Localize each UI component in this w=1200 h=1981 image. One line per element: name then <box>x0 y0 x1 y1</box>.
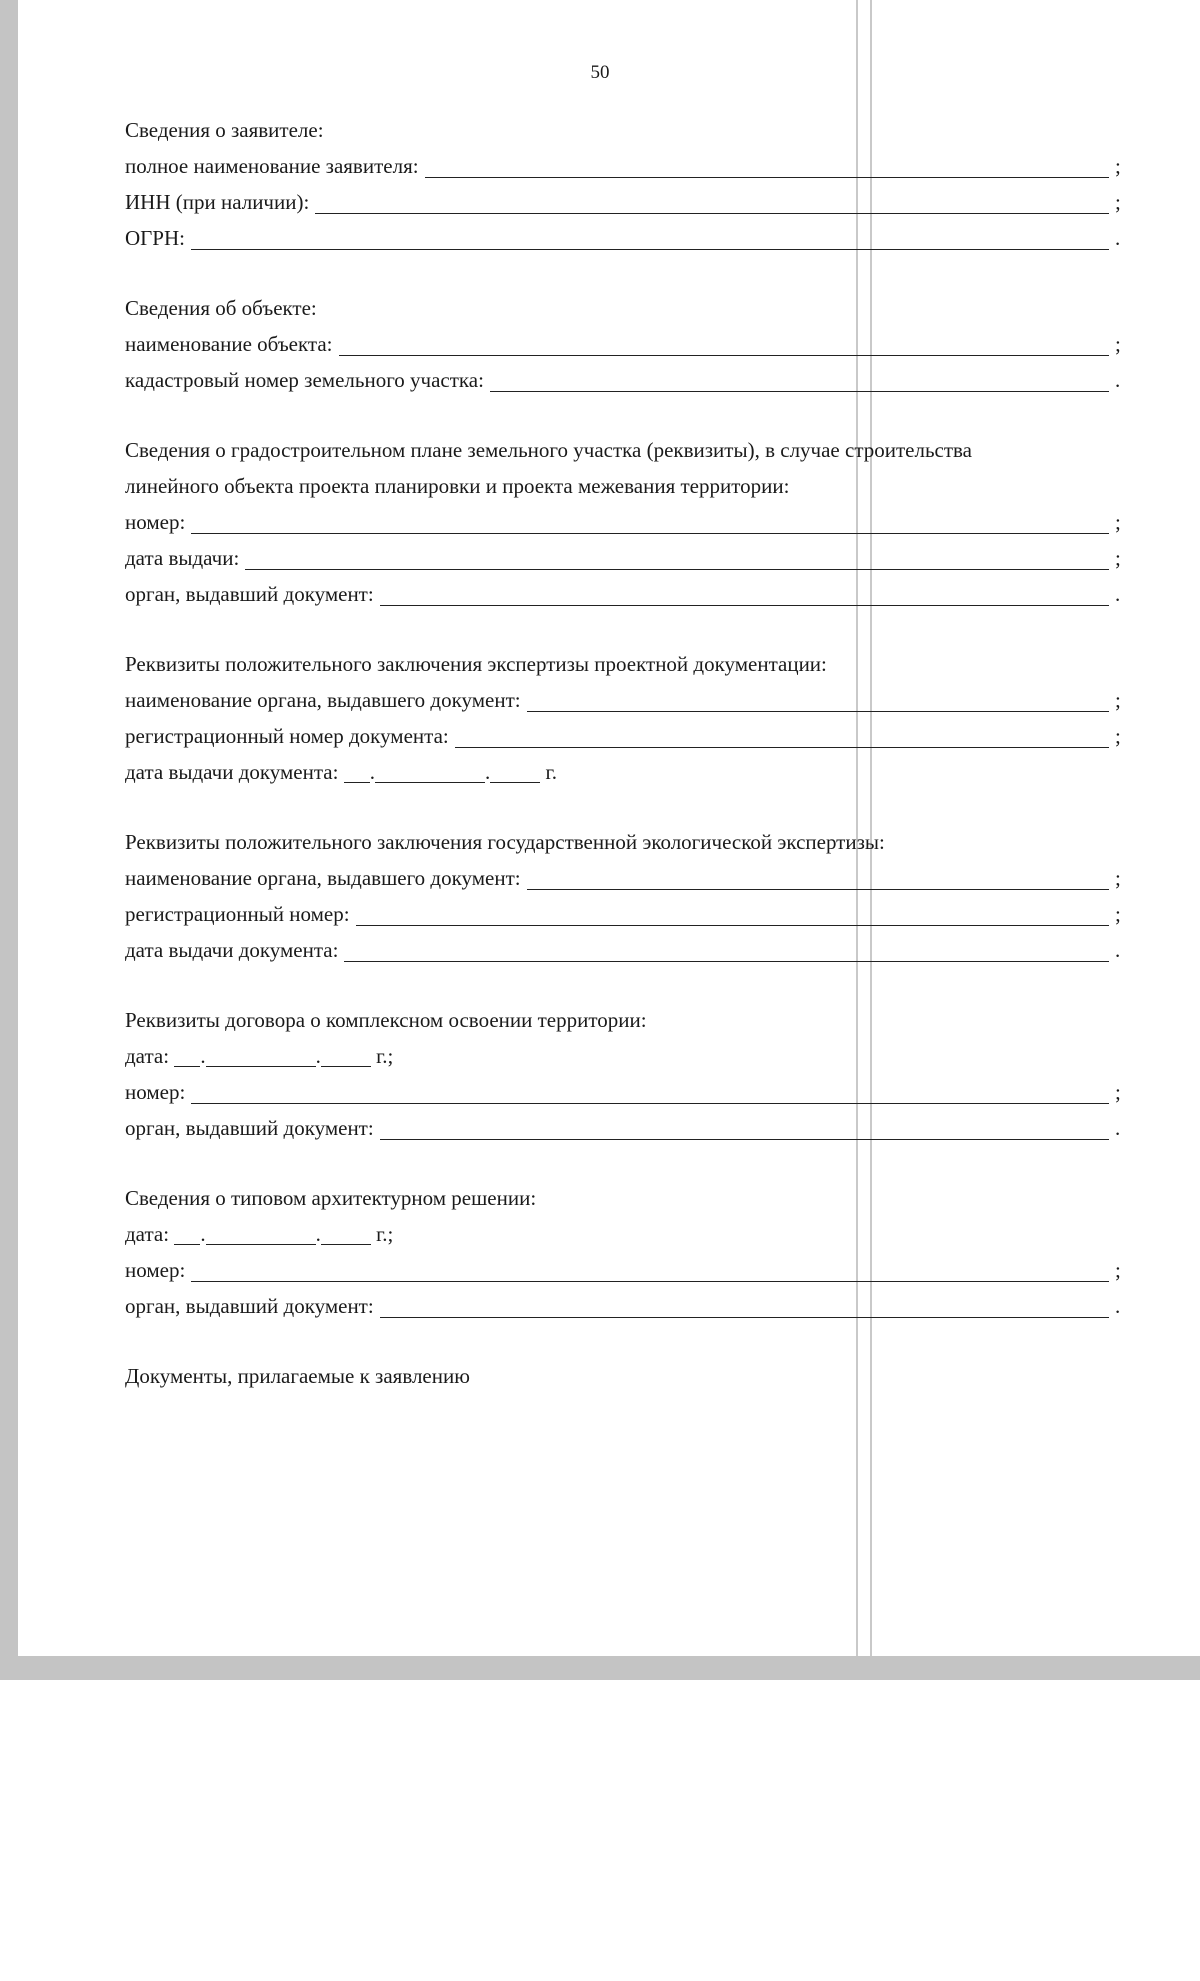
field-end: ; <box>1115 1258 1121 1282</box>
eco-expertise-reg-number-field[interactable] <box>125 896 1125 932</box>
contract-issuer-field[interactable] <box>125 1110 1125 1146</box>
field-label: орган, выдавший документ: <box>125 1294 374 1318</box>
expertise-reg-number-field[interactable] <box>125 718 1125 754</box>
field-label: ОГРН: <box>125 226 185 250</box>
typical-solution-issuer-field[interactable] <box>125 1288 1125 1324</box>
field-end: . <box>1115 226 1121 250</box>
field-end: ; <box>1115 902 1121 926</box>
field-end: . <box>1115 1116 1121 1140</box>
field-label: дата: <box>125 1222 170 1246</box>
year-blank[interactable] <box>490 760 540 783</box>
blank-line[interactable] <box>191 507 1109 534</box>
field-label: полное наименование заявителя: <box>125 154 419 178</box>
blank-line[interactable] <box>380 1113 1109 1140</box>
contract-heading: Реквизиты договора о комплексном освоении территории: <box>125 1008 647 1032</box>
blank-line[interactable] <box>356 899 1109 926</box>
blank-line[interactable] <box>455 721 1109 748</box>
field-label: регистрационный номер документа: <box>125 724 449 748</box>
expertise-date-field[interactable]: дата выдачи документа: . . г. <box>125 760 557 784</box>
object-heading: Сведения об объекте: <box>125 296 317 320</box>
blank-line[interactable] <box>191 223 1109 250</box>
year-suffix: г. <box>545 760 557 784</box>
gpzu-heading-line1: Сведения о градостроительном плане земельного участка (реквизиты), в случае строительства <box>125 438 973 462</box>
applicant-ogrn-field[interactable] <box>125 220 1125 256</box>
field-label: номер: <box>125 1080 186 1104</box>
object-cadastral-field[interactable] <box>125 362 1125 398</box>
expertise-heading: Реквизиты положительного заключения экспертизы проектной документации: <box>125 652 827 676</box>
field-end: . <box>1115 938 1121 962</box>
blank-line[interactable] <box>315 187 1109 214</box>
form-content <box>125 112 1125 1394</box>
applicant-full-name-field[interactable] <box>125 148 1125 184</box>
eco-expertise-date-field[interactable] <box>125 932 1125 968</box>
field-end: ; <box>1115 332 1121 356</box>
field-end: ; <box>1115 724 1121 748</box>
field-label: орган, выдавший документ: <box>125 582 374 606</box>
gpzu-heading-line2: линейного объекта проекта планировки и проекта межевания территории: <box>125 474 790 498</box>
expertise-issuer-field[interactable] <box>125 682 1125 718</box>
field-label: орган, выдавший документ: <box>125 1116 374 1140</box>
field-label: регистрационный номер: <box>125 902 350 926</box>
field-label: наименование органа, выдавшего документ: <box>125 866 521 890</box>
blank-line[interactable] <box>527 863 1109 890</box>
day-blank[interactable] <box>174 1222 200 1245</box>
gpzu-issuer-field[interactable] <box>125 576 1125 612</box>
field-label: наименование органа, выдавшего документ: <box>125 688 521 712</box>
field-label: дата выдачи: <box>125 546 240 570</box>
field-label: ИНН (при наличии): <box>125 190 310 214</box>
blank-line[interactable] <box>380 579 1109 606</box>
year-blank[interactable] <box>321 1044 371 1067</box>
field-end: ; <box>1115 1080 1121 1104</box>
year-suffix: г.; <box>376 1044 394 1068</box>
attachments-heading: Документы, прилагаемые к заявлению <box>125 1364 470 1388</box>
typical-solution-date-field[interactable]: дата: . . г.; <box>125 1222 394 1246</box>
gpzu-date-field[interactable] <box>125 540 1125 576</box>
month-blank[interactable] <box>206 1044 316 1067</box>
page-number: 50 <box>590 62 610 83</box>
blank-line[interactable] <box>425 151 1109 178</box>
field-end: ; <box>1115 510 1121 534</box>
blank-line[interactable] <box>527 685 1109 712</box>
blank-line[interactable] <box>490 365 1109 392</box>
typical-solution-heading: Сведения о типовом архитектурном решении: <box>125 1186 537 1210</box>
field-label: дата выдачи документа: <box>125 760 339 784</box>
field-label: дата: <box>125 1044 170 1068</box>
year-blank[interactable] <box>321 1222 371 1245</box>
day-blank[interactable] <box>174 1044 200 1067</box>
blank-line[interactable] <box>245 543 1109 570</box>
field-label: кадастровый номер земельного участка: <box>125 368 484 392</box>
field-end: ; <box>1115 546 1121 570</box>
month-blank[interactable] <box>375 760 485 783</box>
field-label: наименование объекта: <box>125 332 333 356</box>
field-label: номер: <box>125 510 186 534</box>
contract-date-field[interactable]: дата: . . г.; <box>125 1044 394 1068</box>
field-end: ; <box>1115 190 1121 214</box>
day-blank[interactable] <box>344 760 370 783</box>
year-suffix: г.; <box>376 1222 394 1246</box>
field-end: . <box>1115 582 1121 606</box>
field-label: дата выдачи документа: <box>125 938 339 962</box>
blank-line[interactable] <box>344 935 1109 962</box>
contract-number-field[interactable] <box>125 1074 1125 1110</box>
blank-line[interactable] <box>339 329 1109 356</box>
field-end: . <box>1115 368 1121 392</box>
applicant-inn-field[interactable] <box>125 184 1125 220</box>
blank-line[interactable] <box>191 1255 1109 1282</box>
field-label: номер: <box>125 1258 186 1282</box>
eco-expertise-heading: Реквизиты положительного заключения государственной экологической экспертизы: <box>125 830 885 854</box>
gpzu-number-field[interactable] <box>125 504 1125 540</box>
field-end: ; <box>1115 688 1121 712</box>
month-blank[interactable] <box>206 1222 316 1245</box>
field-end: . <box>1115 1294 1121 1318</box>
object-name-field[interactable] <box>125 326 1125 362</box>
field-end: ; <box>1115 866 1121 890</box>
eco-expertise-issuer-field[interactable] <box>125 860 1125 896</box>
blank-line[interactable] <box>191 1077 1109 1104</box>
blank-line[interactable] <box>380 1291 1109 1318</box>
field-end: ; <box>1115 154 1121 178</box>
applicant-heading: Сведения о заявителе: <box>125 118 324 142</box>
typical-solution-number-field[interactable] <box>125 1252 1125 1288</box>
